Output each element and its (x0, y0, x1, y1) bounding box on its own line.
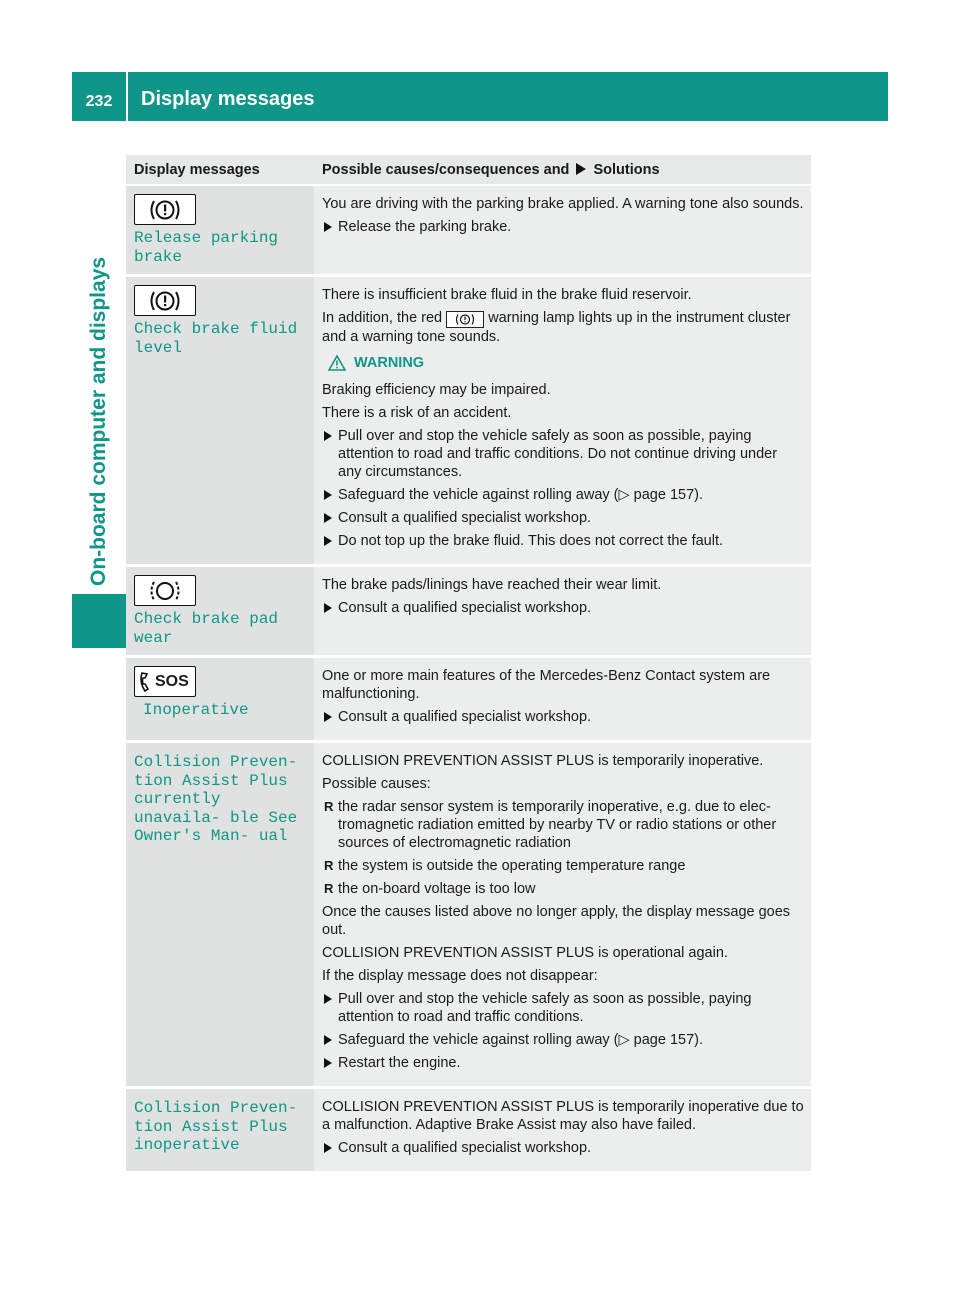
table-row (126, 277, 811, 567)
cause-text: COLLISION PREVENTION ASSIST PLUS is temporarily inoperative due to a malfunction. Adaptive Brake Assist may also have failed. (322, 1099, 804, 1133)
table-header-row (126, 155, 811, 186)
cause-text (322, 309, 804, 346)
col-header-causes-text: Possible causes/consequences and (322, 161, 570, 178)
table-row (126, 186, 811, 277)
message-text: Check brake fluid level (134, 320, 298, 357)
page-title: Display messages (141, 88, 315, 110)
cause-text-post: warning lamp lights up in the instrument cluster and a warning tone sounds. (322, 310, 791, 345)
message-text: Collision Preven‐ tion Assist Plus inoperative (134, 1099, 298, 1154)
arrow-right-icon (575, 163, 587, 175)
solution-step: Consult a qualified specialist workshop. (322, 509, 804, 527)
causes-cell (314, 1089, 811, 1174)
cause-bullet: R the on-board voltage is too low (322, 880, 804, 898)
causes-cell (314, 658, 811, 743)
cause-bullet: R the system is outside the operating temperature range (322, 857, 804, 875)
solution-step: Pull over and stop the vehicle safely as soon as possible, paying attention to road and traffic conditions. Do not continue driving under any circumstances. (322, 427, 804, 481)
causes-cell (314, 186, 811, 277)
col-header-causes (314, 155, 811, 186)
cause-text: If the display message does not disappear: (322, 968, 598, 984)
cause-text: You are driving with the parking brake applied. A warning tone also sounds. (322, 196, 804, 212)
solution-step: Consult a qualified specialist workshop. (322, 599, 804, 617)
causes-cell (314, 743, 811, 1089)
solution-step: Safeguard the vehicle against rolling away (▷ page 157). (322, 486, 804, 504)
col-header-display-messages: Display messages (126, 155, 314, 186)
warning-heading (328, 354, 804, 372)
cause-text: The brake pads/linings have reached their wear limit. (322, 577, 662, 593)
table-row (126, 1089, 811, 1174)
solution-step: Consult a qualified specialist workshop. (322, 1139, 804, 1157)
table-row (126, 658, 811, 743)
causes-cell (314, 567, 811, 658)
message-text: Inoperative (143, 701, 249, 719)
side-tab-block (72, 594, 126, 648)
table-row (126, 743, 811, 1089)
col-header-solutions-text: Solutions (593, 161, 660, 178)
cause-bullet: R the radar sensor system is temporarily inoperative, e.g. due to electromagnetic radiation emitted by nearby TV or radio stations or other sources of electromagnetic radiation (322, 798, 804, 852)
cause-text: There is insufficient brake fluid in the brake fluid reservoir. (322, 287, 692, 303)
parking-brake-icon (134, 194, 196, 225)
message-cell (126, 186, 314, 277)
cause-text: Possible causes: (322, 776, 431, 792)
message-cell (126, 743, 314, 1089)
solution-step: Safeguard the vehicle against rolling away (▷ page 157). (322, 1031, 804, 1049)
cause-text: COLLISION PREVENTION ASSIST PLUS is temporarily inoperative. (322, 753, 764, 769)
solution-step: Do not top up the brake fluid. This does not correct the fault. (322, 532, 804, 550)
message-cell (126, 658, 314, 743)
brake-system-icon (134, 285, 196, 316)
warning-label: WARNING (354, 355, 425, 371)
cause-text: There is a risk of an accident. (322, 405, 512, 421)
sos-icon-text: SOS (155, 672, 189, 690)
message-text: Collision Preven‐ tion Assist Plus currently unavaila‐ ble See Owner's Man‐ ual (134, 753, 298, 845)
cause-text: Braking efficiency may be impaired. (322, 382, 551, 398)
cause-text: COLLISION PREVENTION ASSIST PLUS is operational again. (322, 945, 728, 961)
message-text: Check brake pad wear (134, 610, 279, 647)
cause-text: One or more main features of the Mercedes-Benz Contact system are malfunctioning. (322, 668, 771, 702)
solution-step: Pull over and stop the vehicle safely as soon as possible, paying attention to road and traffic conditions. (322, 990, 804, 1026)
header-divider (126, 72, 128, 121)
phone-icon (139, 671, 153, 693)
solution-step: Release the parking brake. (322, 218, 804, 236)
display-messages-table (126, 155, 811, 1174)
side-tab-label: On-board computer and displays (87, 256, 110, 586)
page-number: 232 (85, 92, 113, 110)
message-text: Release parking brake (134, 229, 279, 266)
warning-triangle-icon (328, 355, 346, 371)
message-cell (126, 567, 314, 658)
message-cell (126, 1089, 314, 1174)
causes-cell (314, 277, 811, 567)
table-row (126, 567, 811, 658)
solution-step: Restart the engine. (322, 1054, 804, 1072)
solution-step: Consult a qualified specialist workshop. (322, 708, 804, 726)
message-cell (126, 277, 314, 567)
cause-text: Once the causes listed above no longer apply, the display message goes out. (322, 904, 791, 938)
cause-text-pre: In addition, the red (322, 310, 443, 326)
brake-pad-wear-icon (134, 575, 196, 606)
sos-icon (134, 666, 196, 697)
brake-warning-lamp-icon (446, 311, 484, 328)
